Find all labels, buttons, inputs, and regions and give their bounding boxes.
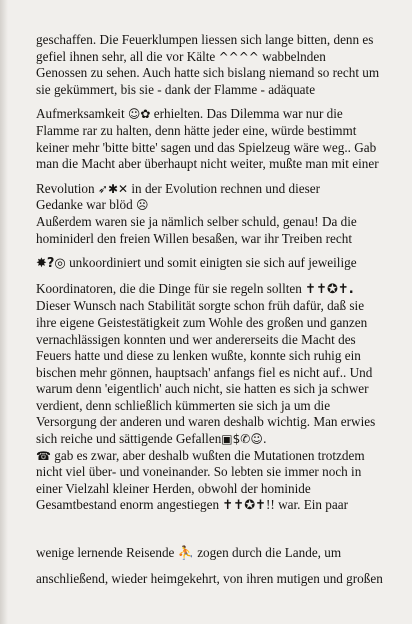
text-line-9a: Revolution: [36, 180, 95, 196]
text-line: [36, 571, 386, 588]
text-line: [36, 414, 386, 431]
text-line-4: sie gekümmert, bis sie - dank der Flamme - adäquate: [36, 81, 316, 97]
text-line: [36, 431, 386, 448]
text-line-2a: gefiel ihnen sehr, all die vor Kälte: [36, 48, 216, 64]
text-line: [36, 464, 386, 481]
text-line: [36, 255, 386, 273]
feast-glyphs: ▣$✆☺.: [221, 432, 267, 447]
text-line-10: Gedanke war blöd: [36, 197, 133, 213]
text-line: [36, 32, 386, 49]
text-line: [36, 381, 386, 398]
paragraph-gap: [36, 273, 386, 281]
text-line-6: Flamme rar zu halten, denn hätte jeder eine, würde bestimmt: [36, 122, 357, 138]
text-line: [36, 448, 386, 465]
body-text: [36, 32, 386, 587]
paragraph-gap: [36, 98, 386, 106]
text-line: [36, 281, 386, 299]
text-line: [36, 545, 386, 563]
text-line-27a: Gesamtbestand enorm angestiegen: [36, 497, 220, 513]
text-line: [36, 398, 386, 415]
text-line-5b: erhielten. Das Dilemma war nur die: [153, 106, 343, 122]
leaders-glyphs: ✝✝✪✝.: [305, 281, 354, 297]
text-line-27b: !! war. Ein paar: [265, 497, 348, 513]
text-line: [36, 140, 386, 157]
paragraph-gap: [36, 563, 386, 571]
text-line-3: Genossen zu sehen. Auch hatte sich bislang niemand so recht um: [36, 65, 380, 81]
text-line: [36, 348, 386, 365]
text-line: [36, 65, 386, 82]
text-line-21: verdient, denn schließlich kümmerten sie sich ja um die: [36, 397, 331, 413]
text-line-22: Versorgung der anderen und waren deshalb wichtig. Man erwies: [36, 414, 376, 430]
text-line-11: Außerdem waren sie ja nämlich selber schuld, genau! Da die: [36, 213, 357, 229]
text-line-16: ihre eigene Geistestätigkeit zum Wohle des großen und ganzen: [36, 314, 368, 330]
text-line-5a: Aufmerksamkeit: [36, 106, 125, 122]
text-line: [36, 123, 386, 140]
text-line: [36, 214, 386, 231]
travelers-icon: ⛹: [177, 546, 194, 562]
text-line-18: Feuers hatte und diese zu lenken wußte, konnte sich ruhig ein: [36, 348, 361, 364]
text-line: [36, 497, 386, 515]
text-line-1: geschaffen. Die Feuerklumpen liessen sich lange bitten, denn es: [36, 32, 374, 47]
text-line-12: hominiderl den freien Willen besaßen, war ihr Treiben recht: [36, 230, 352, 246]
text-line: [36, 298, 386, 315]
explosion-glyphs: ✸?◎: [36, 256, 66, 272]
text-line: [36, 332, 386, 349]
text-line: [36, 481, 386, 498]
text-line-17: vernachlässigen konnten und wer andererseits die Macht des: [36, 331, 356, 347]
text-line-13: unkoordiniert und somit einigten sie sich auf jeweilige: [69, 255, 357, 271]
revolution-glyphs: ➶✱✕: [97, 181, 129, 196]
paragraph-gap: [36, 515, 386, 545]
phone-icon: ☎: [36, 448, 51, 463]
text-line-14a: Koordinatoren, die die Dinge für sie regeln sollten: [36, 280, 302, 296]
text-line-28a: wenige lernende Reisende: [36, 545, 175, 561]
text-line: [36, 49, 386, 66]
text-line-24: gab es zwar, aber deshalb wußten die Mutationen trotzdem: [54, 447, 365, 463]
text-line: [36, 197, 386, 214]
attention-glyphs: ☺✿: [127, 107, 151, 122]
population-glyphs: ✝✝✪✝: [222, 498, 266, 514]
paragraph-gap: [36, 247, 386, 255]
text-line-26: einer Vielzahl kleiner Herden, obwohl der hominide: [36, 480, 311, 496]
paragraph-gap: [36, 173, 386, 181]
text-line: [36, 315, 386, 332]
text-line-28b: zogen durch die Lande, um: [197, 545, 342, 561]
text-line-7: keiner mehr 'bitte bitte' sagen und das Spielzeug wäre weg.. Gab: [36, 139, 377, 155]
frown-icon: ☹: [135, 198, 149, 213]
text-line-8: man die Macht aber überhaupt nicht weiter, mußte man mit einer: [36, 156, 379, 172]
shiver-glyphs: ^^^^: [218, 49, 259, 64]
text-line-9b: in der Evolution rechnen und dieser: [131, 180, 320, 196]
text-line-25: nicht viel über- und voneinander. So lebten sie immer noch in: [36, 464, 362, 480]
text-line-23: sich reiche und sättigende Gefallen: [36, 431, 222, 447]
text-line-19: bischen mehr gönnen, hauptsach' anfangs fiel es nicht auf.. Und: [36, 364, 373, 380]
text-line-29: anschließend, wieder heimgekehrt, von ihren mutigen und großen: [36, 570, 383, 586]
text-line: [36, 156, 386, 173]
text-line-2b: wabbelnden: [262, 48, 326, 64]
text-line-15: Dieser Wunsch nach Stabilität sorgte schon früh dafür, daß sie: [36, 298, 365, 314]
text-line-20: warum denn 'eigentlich' auch nicht, sie hatten es sich ja schwer: [36, 381, 369, 397]
text-line: [36, 231, 386, 248]
text-line: [36, 365, 386, 382]
page-edge-shadow: [0, 0, 8, 624]
text-line: [36, 82, 386, 99]
text-line: [36, 106, 386, 123]
text-line: [36, 181, 386, 198]
